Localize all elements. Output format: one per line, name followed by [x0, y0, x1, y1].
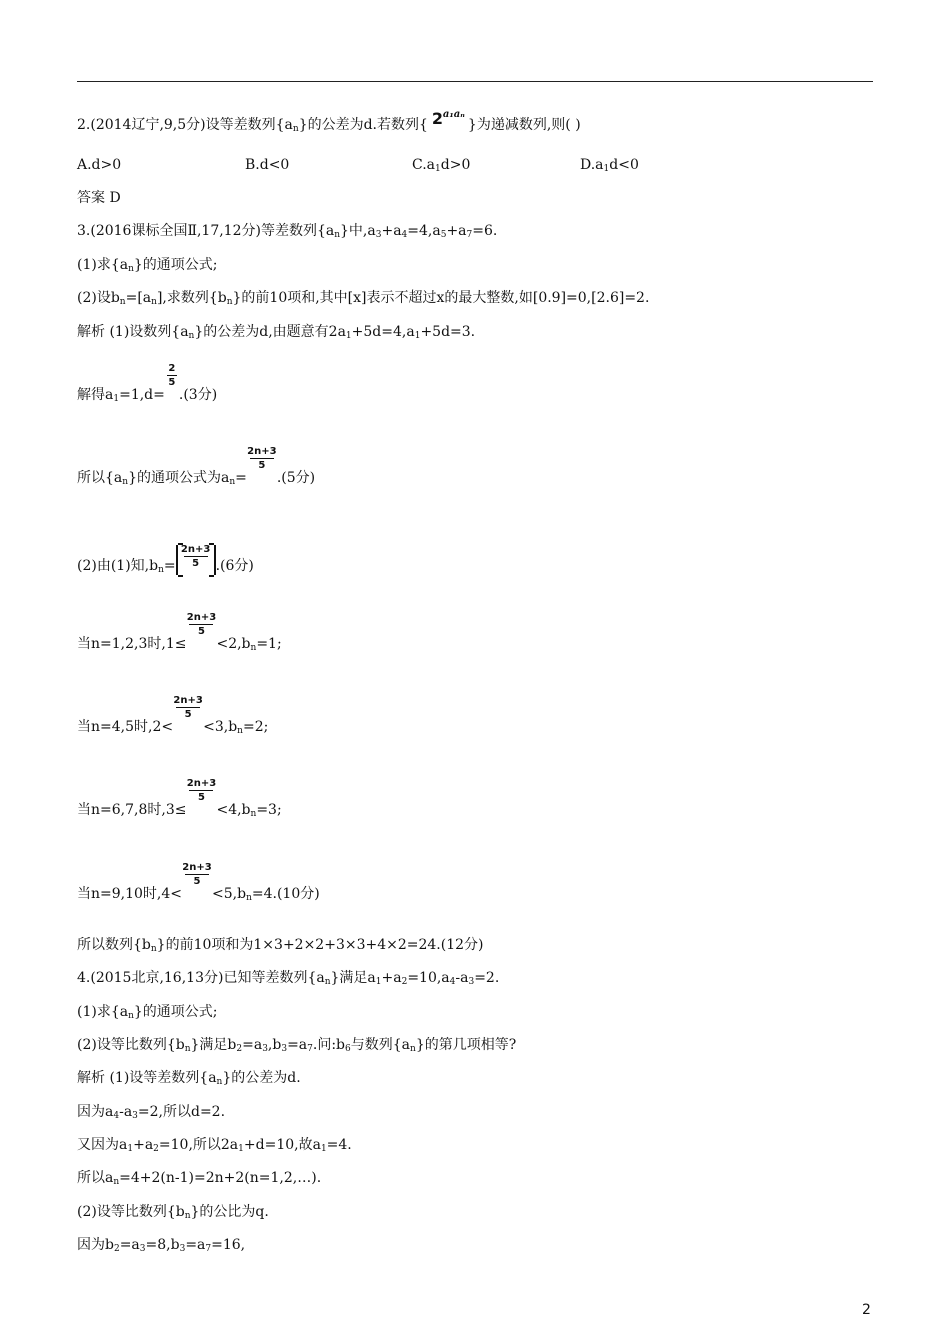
q3-part1: (1)求$\{a_n\}$的通项公式; — [77, 257, 218, 274]
q2-answer: 答案 D — [77, 190, 121, 206]
q4-solution-5: (2)设等比数列$\{b_n\}$的公比为q. — [77, 1204, 269, 1221]
q2-option-b: B.d<0 — [245, 157, 290, 173]
fraction: $\frac{2n+3}{5}$ — [186, 612, 217, 637]
q4-solution-6: 因为$b_2=a_3=8,b_3=a_7=16$, — [77, 1237, 246, 1254]
q4-solution-3: 又因为$a_1+a_2=10$,所以$2a_1+d=10$,故$a_1=4$. — [77, 1137, 352, 1154]
q4-part1: (1)求$\{a_n\}$的通项公式; — [77, 1004, 218, 1021]
fraction: $\frac{2n+3}{5}$ — [186, 778, 217, 803]
q3-solution-4: (2)由(1)知$,b_n=$ 2n+3 5 .(6分) — [77, 544, 254, 575]
q3-solution-2: 解得$a_1=1,d=$ $\frac{2}{5}$ .(3分) — [77, 363, 218, 404]
fraction: $\frac{2n+3}{5}$ — [247, 446, 277, 471]
fraction: $\frac{2}{5}$ — [168, 363, 176, 388]
q3-solution-3: 所以$\{a_n\}$的通项公式为$a_n=$ $\frac{2n+3}{5}$ .(5分) — [77, 446, 316, 487]
page-number: 2 — [862, 1302, 871, 1318]
q4-solution-1: 解析 (1)设等差数列$\{a_n\}$的公差为d. — [77, 1070, 301, 1087]
floor-bracket: 2n+3 5 — [176, 545, 216, 575]
fraction: $\frac{2n+3}{5}$ — [182, 862, 212, 887]
q3-case-4: 当n=9,10时,4< $\frac{2n+3}{5}$ $<5,b_n=4.(10$分) — [77, 862, 320, 903]
q3-case-3: 当n=6,7,8时,3≤ $\frac{2n+3}{5}$ $<4,b_n=3$; — [77, 778, 282, 819]
q3-case-1: 当n=1,2,3时,1≤ $\frac{2n+3}{5}$ $<2,b_n=1$; — [77, 612, 282, 653]
q4-solution-2: 因为$a_4-a_3=2$,所以d=2. — [77, 1104, 226, 1121]
q2-option-c: $C.a_1d>0$ — [412, 157, 471, 174]
header-rule — [77, 81, 873, 82]
q4-part2: (2)设等比数列$\{b_n\}$满足$b_2=a_3,b_3=a_7$.问$:b_6$与数列$\{a_n\}$的第几项相等? — [77, 1037, 517, 1054]
q4-solution-4: 所以$a_n=4+2(n-1)=2n+2(n=1,2,\dots)$. — [77, 1170, 322, 1187]
q3-stem: 3.(2016课标全国Ⅱ,17,12分)等差数列$\{a_n\}$中$,a_3+a_4=4,a_5+a_7=6$. — [77, 223, 498, 240]
q2-stem: 2.(2014辽宁,9,5分)设等差数列$\{a_n\}$的公差为d.若数列{ 2 a₁aₙ }为递减数列,则( ) — [77, 113, 581, 137]
q3-solution-1: 解析 (1)设数列$\{a_n\}$的公差为d,由题意有$2a_1+5d=4,a_1+5d=3$. — [77, 324, 476, 341]
q2-option-a: A.d>0 — [77, 157, 122, 173]
q3-part2: (2)设$b_n=[a_n]$,求数列$\{b_n\}$的前10项和,其中[x]表示不超过x的最大整数,如[0.9]=0,[2.6]=2. — [77, 290, 650, 307]
q3-case-2: 当n=4,5时,2< $\frac{2n+3}{5}$ $<3,b_n=2$; — [77, 695, 269, 736]
q2-option-d: $D.a_1d<0$ — [580, 157, 639, 174]
q4-stem: 4.(2015北京,16,13分)已知等差数列$\{a_n\}$满足$a_1+a_2=10,a_4-a_3=2$. — [77, 970, 500, 987]
fraction: $\frac{2n+3}{5}$ — [173, 695, 203, 720]
q3-sum: 所以数列$\{b_n\}$的前10项和为1×3+2×2+3×3+4×2=24.(12分) — [77, 937, 484, 954]
power-expression: 2 a₁aₙ — [431, 109, 465, 128]
